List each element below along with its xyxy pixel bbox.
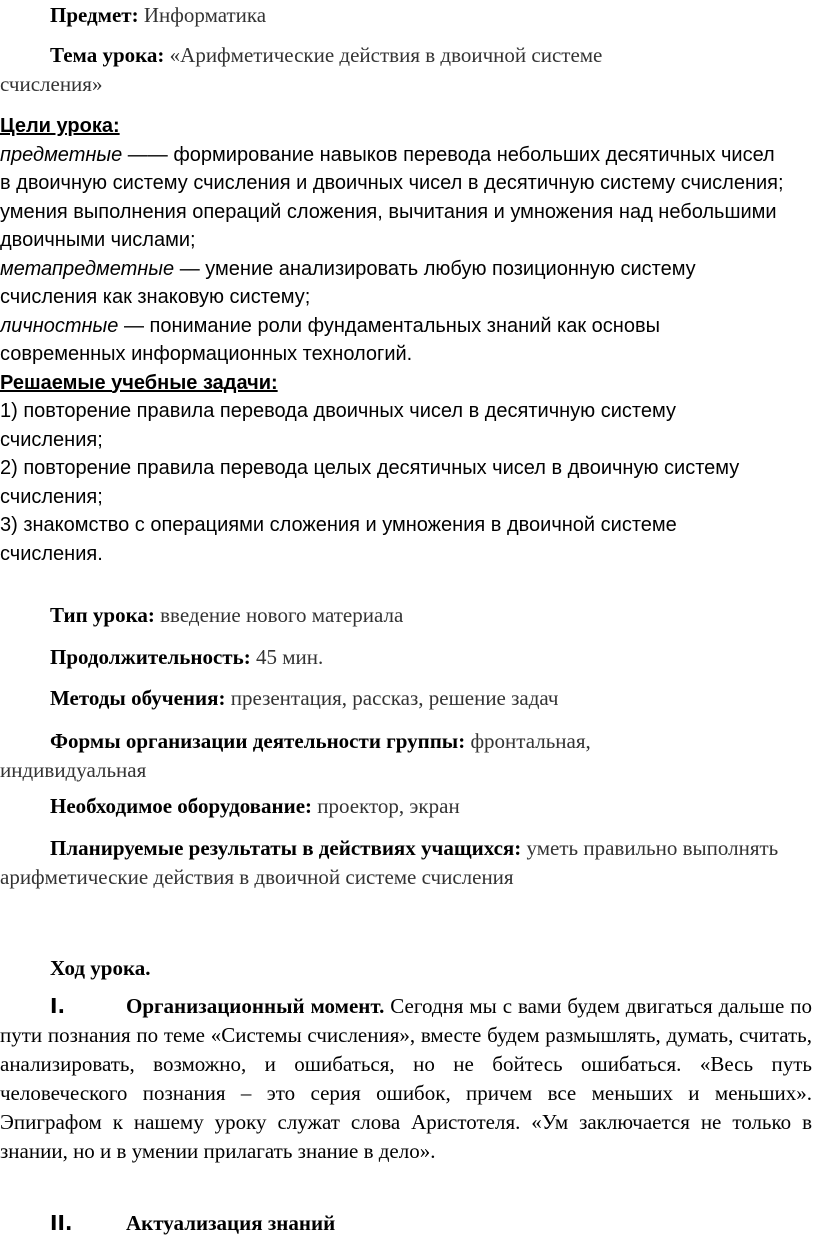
- methods-label: Методы обучения:: [50, 686, 226, 710]
- results-line: [0, 834, 800, 892]
- goal-item-meta: [0, 255, 790, 312]
- goal-text: умение анализировать любую позиционную систему счисления как знаковую систему;: [0, 257, 696, 308]
- goals-heading: Цели урока:: [0, 115, 120, 137]
- methods-value: презентация, рассказ, решение задач: [230, 686, 559, 710]
- lesson-type-line: [0, 601, 800, 630]
- subject-label: Предмет:: [50, 3, 139, 27]
- methods-line: [0, 684, 800, 713]
- section2-title: Актуализация знаний: [126, 1211, 336, 1235]
- topic-line: [0, 41, 710, 99]
- results-value: уметь правильно выполнять арифметические действия в двоичной системе счисления: [0, 836, 779, 889]
- goal-term: личностные: [0, 314, 119, 337]
- section1-numeral: I.: [50, 994, 66, 1018]
- section-organizational: [0, 992, 812, 1166]
- lesson-type-label: Тип урока:: [50, 603, 155, 627]
- task-item: 3) знакомство с операциями сложения и умножения в двоичной системе счисления.: [0, 514, 677, 565]
- goal-dash: ——: [127, 143, 168, 166]
- goal-text: формирование навыков перевода небольших десятичных чисел в двоичную систему счисления и двоичных чисел в десятичную систему счисления; умения выполнения операций сложения, вычитания и умножения над небольшими двоичными числами;: [0, 143, 784, 251]
- topic-value: «Арифметические действия в двоичной системе счисления»: [0, 43, 603, 96]
- forms-value: фронтальная, индивидуальная: [0, 729, 591, 782]
- goal-text: понимание роли фундаментальных знаний как основы современных информационных технологий.: [0, 314, 660, 365]
- goal-term: метапредметные: [0, 257, 175, 280]
- forms-line: [0, 727, 690, 785]
- task-item: 2) повторение правила перевода целых десятичных чисел в двоичную систему счисления;: [0, 457, 740, 508]
- goal-item-personal: [0, 312, 760, 369]
- subject-value: Информатика: [143, 3, 267, 27]
- equipment-label: Необходимое оборудование:: [50, 794, 313, 818]
- topic-label: Тема урока:: [50, 43, 165, 67]
- goal-term: предметные: [0, 143, 123, 166]
- results-label: Планируемые результаты в действиях учащихся:: [50, 836, 522, 860]
- forms-label: Формы организации деятельности группы:: [50, 729, 466, 753]
- section1-text: Сегодня мы с вами будем двигаться дальше по пути познания по теме «Системы счисления», вместе будем размышлять, думать, считать, анализировать, возможно, и ошибаться, но не бойтесь ошибаться. «Весь путь человеческого познания – это серия ошибок, причем все меньших и меньших». Эпиграфом к нашему уроку служат слова Аристотеля. «Ум заключается не только в знании, но и в умении прилагать знание в дело».: [0, 994, 813, 1163]
- goal-dash: —: [123, 314, 144, 337]
- duration-value: 45 мин.: [255, 645, 324, 669]
- section2-numeral: II.: [50, 1211, 73, 1235]
- duration-label: Продолжительность:: [50, 645, 251, 669]
- section-actualization: [0, 1209, 700, 1238]
- equipment-line: [0, 792, 800, 821]
- section1-title: Организационный момент.: [126, 994, 385, 1018]
- equipment-value: проектор, экран: [317, 794, 460, 818]
- lesson-type-value: введение нового материала: [160, 603, 404, 627]
- goals-tasks-block: [0, 112, 812, 568]
- tasks-heading: Решаемые учебные задачи:: [0, 371, 278, 394]
- duration-line: [0, 643, 800, 672]
- goal-dash: —: [179, 257, 200, 280]
- course-heading: Ход урока.: [50, 956, 151, 980]
- goal-item-subject: [0, 141, 790, 255]
- task-item: 1) повторение правила перевода двоичных чисел в десятичную систему счисления;: [0, 400, 676, 451]
- subject-line: [0, 1, 800, 30]
